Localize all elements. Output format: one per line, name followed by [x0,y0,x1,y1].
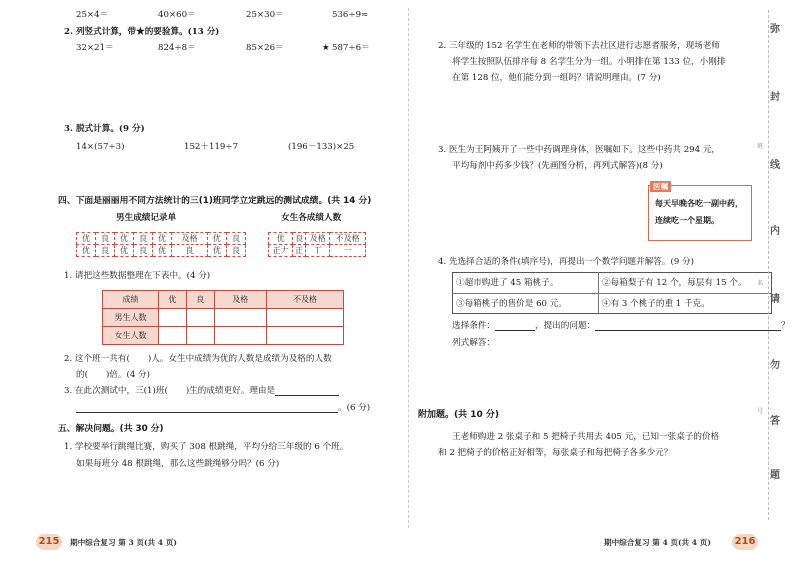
record-cell: 优 [115,233,134,245]
calc-item: 14×(57÷3) [76,142,125,152]
record-cell: 优 [207,245,226,257]
girls-table-title: 女生各成绩人数 [281,213,342,223]
condition-item: ①超市购进了 45 箱桃子。 [456,278,559,288]
question-5-1-cont: 如果每班分 48 根跳绳，那么这些跳绳够分吗？(6 分) [76,459,280,469]
page-number: 216 [732,534,758,550]
summary-header: 及格 [214,291,266,309]
answer-cell[interactable] [214,309,266,327]
question-3-cont: 平均每剂中药多少钱？(先画图分析，再列式解答)(8 分) [452,161,663,171]
footer-text: 期中综合复习 第 4 页(共 4 页) [604,538,711,547]
record-cell: 良 [226,233,245,245]
answer-line[interactable] [275,386,339,396]
record-cell: 优 [77,233,96,245]
calc-item: 25×4＝ [76,10,109,20]
extra-question: 王老师购进 2 张桌子和 5 把椅子共用去 405 元，已知一张桌子的价格 [452,432,720,442]
question-3-title: 3. 脱式计算。(9 分) [64,124,145,134]
answer-cell[interactable] [266,327,343,345]
extra-question-title: 附加题。(共 10 分) [418,410,500,420]
condition-item: ②每箱梨子有 12 个，每层有 15 个。 [602,278,747,288]
seal-char: 线 [770,160,780,171]
seal-char: 答 [770,416,780,427]
question-4-title: 4. 先选择合适的条件(填序号)，再提出一个数学问题并解答。(9 分) [438,257,694,267]
answer-cell[interactable] [159,327,187,345]
conditions-divider [452,293,772,294]
seal-line [768,10,769,520]
tally-cell: 正𠂇 [269,245,293,257]
calc-item: 152＋119÷7 [184,142,239,152]
calc-item: 25×30＝ [246,10,284,20]
answer-cell[interactable] [186,309,214,327]
boys-record-table [76,232,246,257]
answer-cell[interactable] [186,327,214,345]
girls-header-cell: 优 [269,233,293,245]
record-cell: 及格 [172,233,208,245]
record-cell: 良 [226,245,245,257]
tally-cell: 丅 [306,245,330,257]
margin-label: 号 [757,408,764,415]
calc-item: (196－133)×25 [288,142,355,152]
question-2-cont: 将学生按照队伍排序每 8 名学生分为一组。小明排在第 133 位，小刚排 [452,57,726,67]
calc-item: 32×21＝ [76,43,114,53]
doctor-note-tag: 医嘱 [650,181,671,192]
girls-header-cell: 良 [293,233,306,245]
page-divider [408,8,409,528]
seal-char: 勿 [770,360,780,371]
question-4-1: 1. 请把这些数据整理在下表中。(4 分) [64,271,211,281]
record-cell: 良 [96,245,115,257]
summary-header: 优 [159,291,187,309]
record-cell: 优 [153,233,172,245]
doctor-note-line: 连续吃一个星期。 [655,215,719,225]
question-2-cont: 在第 128 位，他们能分到一组吗？请说明理由。(7 分) [452,73,661,83]
record-cell: 优 [153,245,172,257]
condition-item: ④有 3 个桃子的重 1 千克。 [602,299,710,309]
boys-table-title: 男生成绩记录单 [116,213,177,223]
condition-item: ③每箱桃子的售价是 60 元。 [456,299,567,309]
summary-header: 不及格 [266,291,343,309]
question-5-1: 1. 学校要举行跳绳比赛，购买了 308 根跳绳，平均分给三年级的 6 个班。 [64,442,349,452]
summary-table [102,290,344,345]
extra-question-cont: 和 2 把椅子的价格正好相等，每张桌子和每把椅子各多少元？ [438,448,673,458]
question-3: 3. 医生为王阿姨开了一些中药调理身体，医嘱如下。这些中药共 294 元， [438,145,721,155]
seal-char: 内 [770,226,780,237]
doctor-note-box [648,185,752,241]
calc-item: 40×60＝ [158,10,196,20]
answer-cell[interactable] [214,327,266,345]
conditions-divider [598,272,599,314]
record-cell: 优 [77,245,96,257]
summary-row-label: 男生人数 [103,309,159,327]
calc-item: 824÷8＝ [158,43,196,53]
answer-line[interactable] [76,403,338,413]
question-4-3-cont: 。(6 分) [76,403,370,413]
question-answer-line[interactable] [595,321,781,331]
margin-label: 名 [757,280,764,287]
record-cell: 良 [134,233,153,245]
record-cell: 优 [207,233,226,245]
question-4-3: 3. 在此次测试中，三(1)班( )生的成绩更好。理由是 [64,386,339,396]
summary-header: 良 [186,291,214,309]
question-4-2-cont: 的( )倍。(4 分) [76,370,150,380]
record-cell: 优 [115,245,134,257]
question-2: 2. 三年级的 152 名学生在老师的带领下去社区进行志愿者服务，现场老师 [438,41,721,51]
summary-header: 成绩 [103,291,159,309]
seal-char: 题 [770,470,780,481]
girls-header-cell: 不及格 [330,233,366,245]
seal-char: 弥 [770,24,780,35]
calc-item: 536÷9≈ [332,10,369,20]
record-cell: 良 [134,245,153,257]
record-cell: 良 [96,233,115,245]
star-icon: ★ [322,43,330,53]
tally-cell: 一 [330,245,366,257]
doctor-note-line: 每天早晚各吃一副中药， [655,198,743,208]
question-4-2: 2. 这个班一共有( )人。女生中成绩为优的人数是成绩为及格的人数 [64,354,332,364]
condition-answer-line[interactable] [495,321,535,331]
formula-label: 列式解答： [452,338,495,348]
summary-row-label: 女生人数 [103,327,159,345]
tally-cell: 正 [293,245,306,257]
calc-item: 85×26＝ [246,43,284,53]
margin-label: 班 [757,143,764,150]
girls-record-table [268,232,366,257]
select-condition-row: 选择条件： ，提出的问题： ？ [452,321,790,331]
calc-item: 587÷6＝ [332,43,370,53]
footer-text: 期中综合复习 第 3 页(共 4 页) [70,538,177,547]
girls-header-cell: 及格 [306,233,330,245]
question-2-title: 2. 列竖式计算，带★的要验算。(13 分) [64,27,220,37]
seal-char: 封 [770,92,780,103]
record-cell: 良 [172,245,208,257]
page-number: 215 [36,534,62,550]
answer-cell[interactable] [159,309,187,327]
section-4-title: 四、下面是丽丽用不同方法统计的三(1)班同学立定跳远的测试成绩。(共 14 分) [58,196,372,206]
answer-cell[interactable] [266,309,343,327]
seal-char: 请 [770,294,780,305]
section-5-title: 五、解决问题。(共 30 分) [58,424,164,434]
